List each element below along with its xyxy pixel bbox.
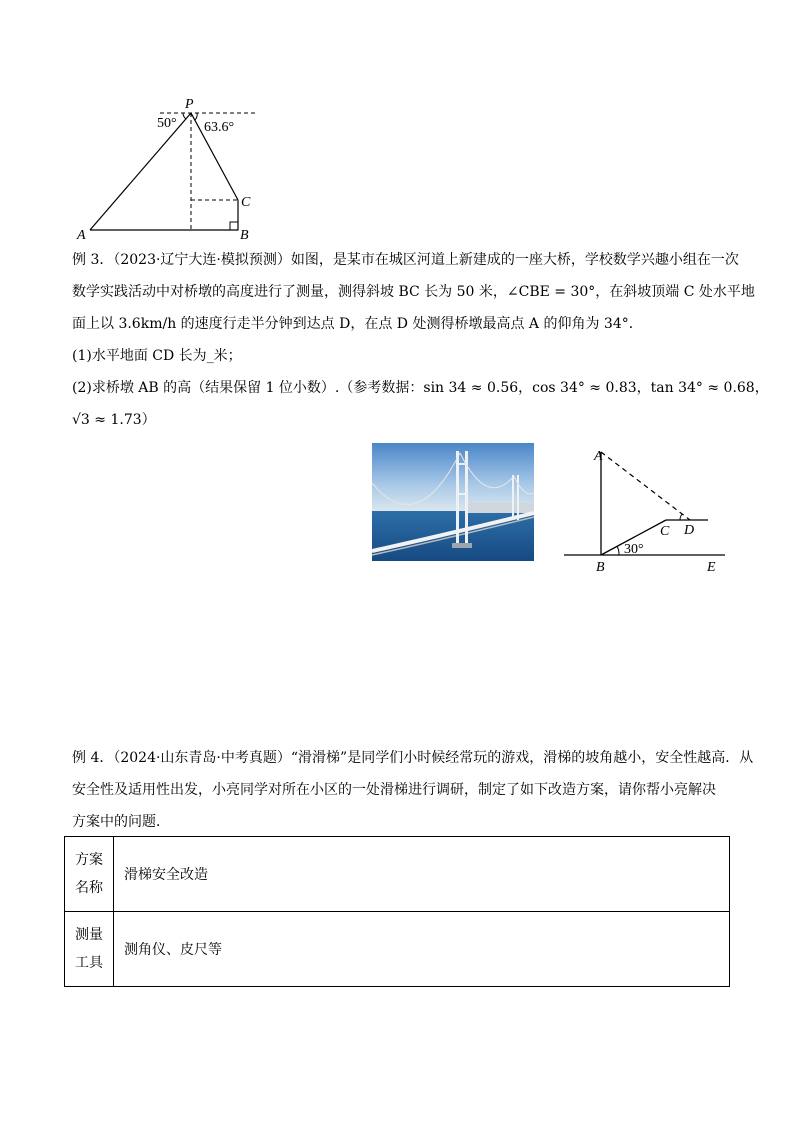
label-C: C [241, 195, 251, 210]
label-A: A [77, 228, 86, 243]
header-line-2: 名称 [75, 880, 103, 896]
table-header-cell [65, 912, 114, 987]
label-angle-50: 50° [157, 116, 177, 131]
table-value-cell: 测角仪、皮尺等 [114, 912, 730, 987]
fig2-label-A: A [594, 449, 603, 464]
fig2-label-B: B [596, 560, 605, 575]
example-3-line-3: 面上以 3.6km/h 的速度行走半分钟到达点 D，在点 D 处测得桥墩最高点 A 的仰角为 34°． [72, 316, 643, 332]
example-4-line-1: 例 4．（2024·山东青岛·中考真题）“滑滑梯”是同学们小时候经常玩的游戏，滑梯的坡角越小，安全性越高．从 [72, 750, 754, 766]
example-3-question-1: (1)水平地面 CD 长为_米； [72, 348, 242, 364]
table-row [65, 837, 730, 912]
header-line-2: 工具 [75, 955, 103, 971]
header-line-1: 方案 [75, 852, 103, 868]
bridge-photo [372, 443, 534, 561]
fig2-label-angle: 30° [624, 542, 644, 557]
table-header-cell [65, 837, 114, 912]
example-4-line-3: 方案中的问题． [72, 814, 170, 830]
example-3-line-2: 数学实践活动中对桥墩的高度进行了测量，测得斜坡 BC 长为 50 米，∠CBE = 30°，在斜坡顶端 C 处水平地 [72, 284, 755, 300]
label-B: B [240, 228, 249, 243]
figure-1-diagram [70, 90, 270, 245]
table-value-cell: 滑梯安全改造 [114, 837, 730, 912]
fig2-label-D: D [684, 523, 695, 538]
plan-table [64, 836, 730, 987]
label-angle-63: 63.6° [204, 120, 235, 135]
example-3-question-2: (2)求桥墩 AB 的高（结果保留 1 位小数）.（参考数据：sin 34 ≈ 0.56，cos 34° ≈ 0.83，tan 34° ≈ 0.68， [72, 380, 769, 396]
example-3-question-2-cont: √3 ≈ 1.73） [72, 412, 156, 428]
fig2-label-E: E [707, 560, 716, 575]
fig2-label-C: C [660, 524, 670, 539]
table-row [65, 912, 730, 987]
label-P: P [185, 97, 194, 112]
example-4-line-2: 安全性及适用性出发，小亮同学对所在小区的一处滑梯进行调研，制定了如下改造方案，请你帮小亮解决 [72, 782, 716, 798]
figure-2-diagram [560, 440, 735, 580]
header-line-1: 测量 [75, 927, 103, 943]
example-3-line-1: 例 3．（2023·辽宁大连·模拟预测）如图，是某市在城区河道上新建成的一座大桥，学校数学兴趣小组在一次 [72, 252, 739, 268]
